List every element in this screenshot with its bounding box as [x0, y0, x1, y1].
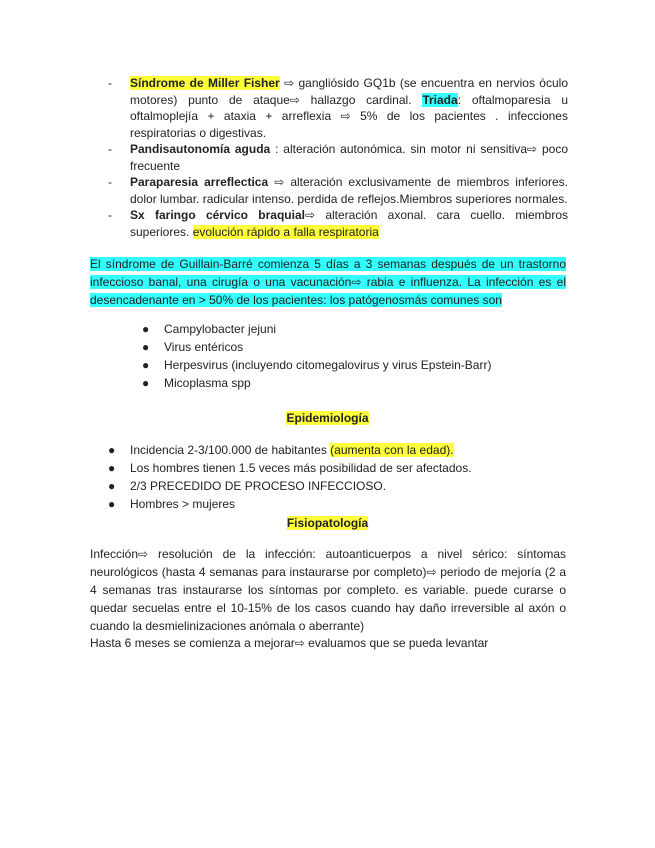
dash-marker: -: [108, 208, 112, 222]
variant-text: : alteración autonómica. sin motor ni sensitiva: [275, 142, 528, 156]
list-item: [108, 459, 568, 477]
dash-marker: -: [108, 175, 112, 189]
triad-label: Triada: [422, 92, 458, 107]
arrow-icon: ⇨: [289, 92, 300, 107]
variant-text-highlight: evolución rápido a falla respiratoria: [192, 224, 379, 239]
dash-marker: -: [108, 142, 112, 156]
physio-text: resolución de la infección: autoanticuerpos a nivel sérico: síntomas neurológicos (hasta 4 semanas para instaurarse por completo): [90, 547, 566, 579]
bullet-icon: ●: [142, 358, 150, 372]
arrow-icon: ⇨: [340, 109, 351, 123]
pathogen-text: Campylobacter jejuni: [164, 322, 277, 336]
heading-text: Epidemiología: [286, 411, 369, 425]
bullet-icon: ●: [108, 461, 116, 475]
heading-text: Fisiopatología: [286, 516, 369, 530]
epidemiology-heading: [0, 410, 655, 426]
variant-term: Pandisautonomía aguda: [130, 142, 271, 156]
physiopathology-heading: [0, 515, 655, 531]
intro-paragraph: [90, 255, 566, 309]
variant-text: 5% de los pacientes . infecciones respiratorias o digestivas.: [130, 109, 568, 140]
list-item: [108, 441, 568, 459]
physiopathology-paragraph: [90, 545, 566, 635]
variant-text: alteración axonal. cara cuello. miembros superiores.: [130, 208, 568, 239]
bullet-icon: ●: [108, 443, 116, 457]
intro-text: El síndrome de Guillain-Barré comienza 5 días a 3 semanas después de un trastorno infeccioso banal, una cirugía o una vacunación: [90, 257, 566, 289]
variant-term: Sx faringo cérvico braquial: [130, 208, 305, 222]
list-item: [108, 477, 568, 495]
epidemiology-text-highlight: (aumenta con la edad).: [330, 443, 454, 457]
arrow-icon: ⇨: [274, 175, 285, 189]
variant-term: Paraparesia arreflectica: [130, 175, 269, 189]
list-item: [108, 495, 568, 513]
bullet-icon: ●: [142, 376, 150, 390]
list-item: [142, 374, 562, 392]
epidemiology-text: Los hombres tienen 1.5 veces más posibilidad de ser afectados.: [130, 461, 472, 475]
epidemiology-text: Incidencia 2-3/100.000 de habitantes: [130, 443, 331, 457]
variant-text: alteración exclusivamente de miembros inferiores. dolor lumbar. radicular intenso. perdida de reflejos.Miembros superiores normales.: [130, 175, 568, 206]
recovery-paragraph: [90, 634, 566, 652]
bullet-icon: ●: [108, 497, 116, 511]
variant-text: gangliósido GQ1b (se encuentra en nervios óculo motores) punto de ataque: [130, 76, 568, 107]
arrow-icon: ⇨: [351, 275, 362, 289]
variant-item-pandisautonomia: [108, 141, 568, 174]
physio-text: Hasta 6 meses se comienza a mejorar: [90, 636, 295, 650]
pathogen-text: Virus entéricos: [164, 340, 244, 354]
pathogens-list: [142, 320, 562, 392]
list-item: [142, 320, 562, 338]
arrow-icon: ⇨: [294, 636, 305, 650]
physio-text: Infección: [90, 547, 139, 561]
epidemiology-text: Hombres > mujeres: [130, 497, 236, 511]
pathogen-text: Micoplasma spp: [164, 376, 251, 390]
arrow-icon: ⇨: [284, 76, 295, 90]
variant-text: : oftalmoparesia u oftalmoplejía + ataxia + arreflexia: [130, 92, 568, 123]
physio-text: periodo de mejoría (2 a 4 semanas tras instaurarse los síntomas por completo. es variable. puede curarse o quedar secuelas entre el 10-15% de los casos cuando hay daño irreversible al axón o cuando la desmielinizaciones anómala o aberrante): [90, 565, 566, 633]
variant-item-faringo-cervico: [108, 207, 568, 240]
variants-list: [108, 75, 568, 240]
intro-text: rabia e influenza. La infección es el desencadenante en > 50% de los pacientes: los patógenosmás comunes son: [90, 275, 566, 307]
arrow-icon: ⇨: [304, 208, 316, 222]
list-item: [142, 356, 562, 374]
bullet-icon: ●: [142, 322, 150, 336]
variant-item-miller-fisher: [108, 75, 568, 141]
epidemiology-text: 2/3 PRECEDIDO DE PROCESO INFECCIOSO.: [130, 479, 387, 493]
variant-item-paraparesia: [108, 174, 568, 207]
arrow-icon: ⇨: [527, 142, 538, 156]
arrow-icon: ⇨: [138, 547, 149, 561]
dash-marker: -: [108, 76, 112, 90]
physio-text: evaluamos que se pueda levantar: [304, 636, 489, 650]
variant-text: hallazgo cardinal.: [299, 92, 423, 107]
epidemiology-list: [108, 441, 568, 513]
bullet-icon: ●: [108, 479, 116, 493]
pathogen-text: Herpesvirus (incluyendo citomegalovirus y virus Epstein-Barr): [164, 358, 492, 372]
list-item: [142, 338, 562, 356]
bullet-icon: ●: [142, 340, 150, 354]
arrow-icon: ⇨: [426, 565, 437, 579]
variant-term: Síndrome de Miller Fisher: [130, 76, 280, 90]
variant-text: poco frecuente: [130, 142, 568, 173]
